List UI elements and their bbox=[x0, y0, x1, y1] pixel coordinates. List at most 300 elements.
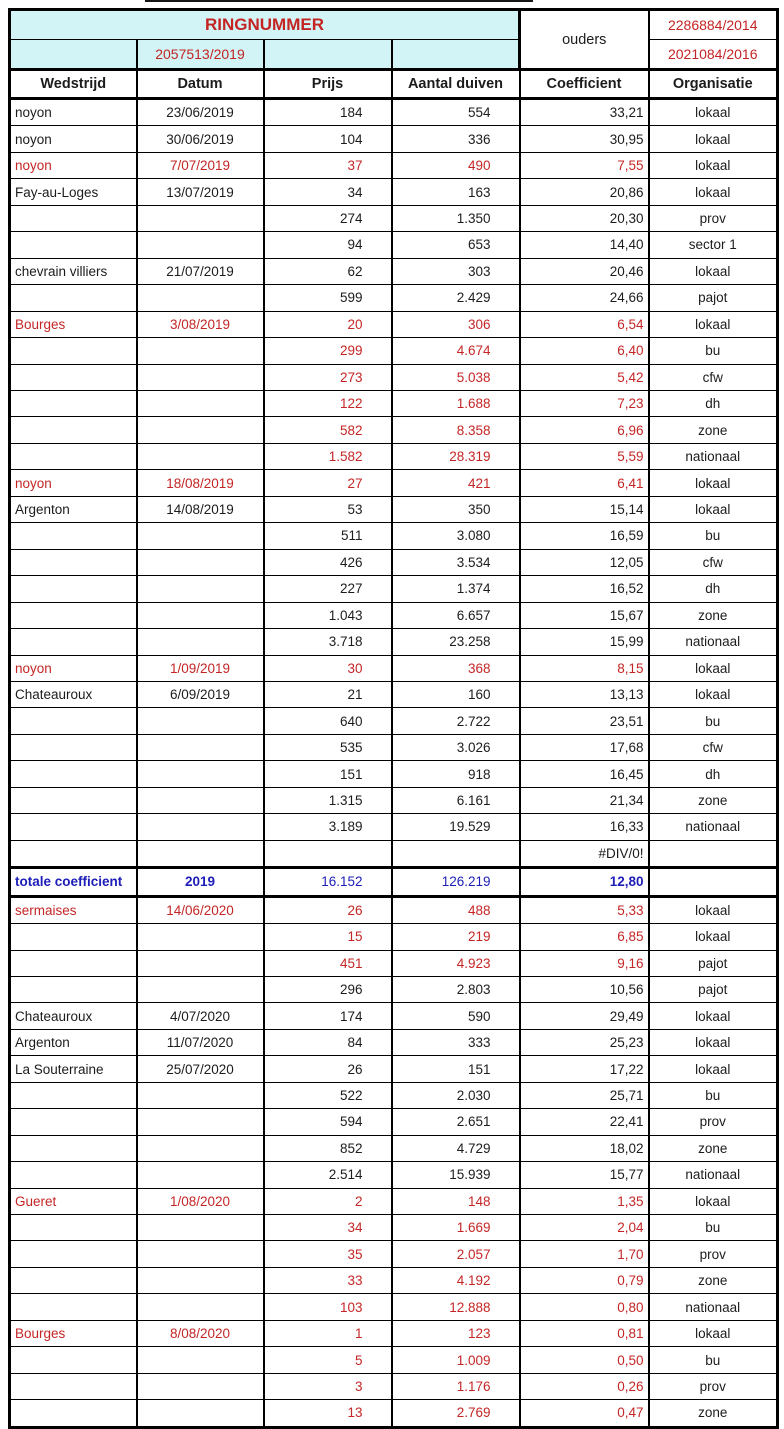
cell-coefficient: 6,96 bbox=[520, 417, 649, 443]
cell-prijs: 15 bbox=[264, 924, 392, 950]
cell-prijs: 1.582 bbox=[264, 443, 392, 469]
cell-coefficient: 23,51 bbox=[520, 708, 649, 734]
cell-coefficient: 6,41 bbox=[520, 470, 649, 496]
cell-coefficient: #DIV/0! bbox=[520, 840, 649, 867]
cell-wedstrijd bbox=[10, 1294, 137, 1320]
cell-coefficient: 20,30 bbox=[520, 205, 649, 231]
table-row bbox=[10, 814, 778, 840]
cell-prijs: 26 bbox=[264, 896, 392, 923]
col-header-aantal-duiven: Aantal duiven bbox=[392, 70, 520, 99]
cell-organisatie: lokaal bbox=[649, 681, 778, 707]
cell-prijs: 582 bbox=[264, 417, 392, 443]
cell-prijs: 2.514 bbox=[264, 1162, 392, 1188]
cell-organisatie: nationaal bbox=[649, 443, 778, 469]
table-row bbox=[10, 496, 778, 522]
cell-aantal_duiven: 163 bbox=[392, 179, 520, 205]
cell-organisatie: bu bbox=[649, 1215, 778, 1241]
cell-coefficient: 16,33 bbox=[520, 814, 649, 840]
cell-coefficient: 1,35 bbox=[520, 1188, 649, 1214]
cell-coefficient: 10,56 bbox=[520, 976, 649, 1002]
cell-aantal_duiven: 490 bbox=[392, 152, 520, 178]
cell-datum: 2019 bbox=[137, 868, 264, 896]
cell-coefficient: 0,50 bbox=[520, 1347, 649, 1373]
cell-coefficient: 0,80 bbox=[520, 1294, 649, 1320]
table-row bbox=[10, 1056, 778, 1082]
cell-wedstrijd bbox=[10, 1215, 137, 1241]
cell-organisatie: bu bbox=[649, 708, 778, 734]
cell-prijs: 21 bbox=[264, 681, 392, 707]
cell-prijs: 20 bbox=[264, 311, 392, 337]
table-row bbox=[10, 1347, 778, 1373]
col-header-organisatie: Organisatie bbox=[649, 70, 778, 99]
cell-wedstrijd bbox=[10, 708, 137, 734]
cell-wedstrijd bbox=[10, 629, 137, 655]
cell-prijs: 426 bbox=[264, 549, 392, 575]
cell-datum bbox=[137, 840, 264, 867]
table-row bbox=[10, 443, 778, 469]
cell-organisatie: lokaal bbox=[649, 655, 778, 681]
cell-datum bbox=[137, 1215, 264, 1241]
cell-coefficient: 8,15 bbox=[520, 655, 649, 681]
cell-aantal_duiven: 19.529 bbox=[392, 814, 520, 840]
table-row bbox=[10, 1215, 778, 1241]
cell-organisatie: cfw bbox=[649, 549, 778, 575]
table-row bbox=[10, 924, 778, 950]
cell-datum bbox=[137, 1082, 264, 1108]
cell-prijs: 1 bbox=[264, 1320, 392, 1346]
cell-aantal_duiven: 3.026 bbox=[392, 734, 520, 760]
cell-prijs: 1.315 bbox=[264, 787, 392, 813]
cell-aantal_duiven: 2.651 bbox=[392, 1109, 520, 1135]
cell-organisatie: bu bbox=[649, 523, 778, 549]
cell-datum bbox=[137, 523, 264, 549]
column-header-row bbox=[10, 70, 778, 99]
cell-prijs: 94 bbox=[264, 232, 392, 258]
cell-prijs: 16.152 bbox=[264, 868, 392, 896]
cell-organisatie: lokaal bbox=[649, 496, 778, 522]
cell-wedstrijd bbox=[10, 787, 137, 813]
cell-wedstrijd bbox=[10, 390, 137, 416]
cell-aantal_duiven: 421 bbox=[392, 470, 520, 496]
cell-coefficient: 18,02 bbox=[520, 1135, 649, 1161]
cell-prijs: 296 bbox=[264, 976, 392, 1002]
cell-prijs: 1.043 bbox=[264, 602, 392, 628]
table-row bbox=[10, 126, 778, 152]
cell-organisatie: prov bbox=[649, 1241, 778, 1267]
table-row bbox=[10, 179, 778, 205]
parent-ring-1: 2286884/2014 bbox=[649, 10, 778, 40]
cell-datum: 25/07/2020 bbox=[137, 1056, 264, 1082]
header-block bbox=[10, 10, 778, 99]
cell-organisatie: zone bbox=[649, 1267, 778, 1293]
cell-coefficient: 12,05 bbox=[520, 549, 649, 575]
cell-aantal_duiven bbox=[392, 840, 520, 867]
cell-coefficient: 20,46 bbox=[520, 258, 649, 284]
race-results-table bbox=[8, 8, 779, 1429]
col-header-datum: Datum bbox=[137, 70, 264, 99]
cell-datum bbox=[137, 1109, 264, 1135]
cell-wedstrijd bbox=[10, 1109, 137, 1135]
cell-datum bbox=[137, 734, 264, 760]
cell-coefficient: 0,47 bbox=[520, 1400, 649, 1427]
cell-wedstrijd: Argenton bbox=[10, 1029, 137, 1055]
cell-datum bbox=[137, 787, 264, 813]
cell-organisatie: zone bbox=[649, 787, 778, 813]
table-row bbox=[10, 1029, 778, 1055]
cell-datum: 21/07/2019 bbox=[137, 258, 264, 284]
cell-coefficient: 6,54 bbox=[520, 311, 649, 337]
cell-organisatie: prov bbox=[649, 1373, 778, 1399]
cell-coefficient: 2,04 bbox=[520, 1215, 649, 1241]
cell-coefficient: 0,26 bbox=[520, 1373, 649, 1399]
cell-aantal_duiven: 2.769 bbox=[392, 1400, 520, 1427]
cell-wedstrijd bbox=[10, 1267, 137, 1293]
cell-aantal_duiven: 1.176 bbox=[392, 1373, 520, 1399]
cell-coefficient: 16,59 bbox=[520, 523, 649, 549]
cell-organisatie: dh bbox=[649, 761, 778, 787]
cell-organisatie: cfw bbox=[649, 734, 778, 760]
cell-datum bbox=[137, 205, 264, 231]
cell-prijs: 30 bbox=[264, 655, 392, 681]
cell-organisatie: nationaal bbox=[649, 629, 778, 655]
cell-datum: 23/06/2019 bbox=[137, 99, 264, 126]
table-row bbox=[10, 840, 778, 867]
cell-datum bbox=[137, 417, 264, 443]
ring-number-row bbox=[10, 40, 778, 70]
cell-datum bbox=[137, 338, 264, 364]
cell-aantal_duiven: 123 bbox=[392, 1320, 520, 1346]
cell-organisatie: lokaal bbox=[649, 1003, 778, 1029]
table-row bbox=[10, 1135, 778, 1161]
cell-coefficient: 29,49 bbox=[520, 1003, 649, 1029]
cell-prijs: 184 bbox=[264, 99, 392, 126]
cell-organisatie: sector 1 bbox=[649, 232, 778, 258]
cell-wedstrijd bbox=[10, 285, 137, 311]
cell-wedstrijd bbox=[10, 1162, 137, 1188]
cell-datum: 14/06/2020 bbox=[137, 896, 264, 923]
cell-aantal_duiven: 2.722 bbox=[392, 708, 520, 734]
cell-coefficient: 7,23 bbox=[520, 390, 649, 416]
cell-prijs: 227 bbox=[264, 576, 392, 602]
cell-datum bbox=[137, 1241, 264, 1267]
cell-coefficient: 15,67 bbox=[520, 602, 649, 628]
cell-wedstrijd bbox=[10, 1347, 137, 1373]
cell-aantal_duiven: 1.009 bbox=[392, 1347, 520, 1373]
table-row bbox=[10, 417, 778, 443]
table-row bbox=[10, 1294, 778, 1320]
cell-wedstrijd bbox=[10, 523, 137, 549]
cell-coefficient: 21,34 bbox=[520, 787, 649, 813]
cell-wedstrijd bbox=[10, 976, 137, 1002]
cell-organisatie: pajot bbox=[649, 976, 778, 1002]
cell-coefficient: 20,86 bbox=[520, 179, 649, 205]
table-row bbox=[10, 787, 778, 813]
table-row bbox=[10, 152, 778, 178]
table-row bbox=[10, 549, 778, 575]
cell-organisatie: zone bbox=[649, 417, 778, 443]
cell-wedstrijd bbox=[10, 232, 137, 258]
cell-organisatie: zone bbox=[649, 602, 778, 628]
cell-wedstrijd bbox=[10, 1135, 137, 1161]
cell-prijs: 599 bbox=[264, 285, 392, 311]
cell-datum: 11/07/2020 bbox=[137, 1029, 264, 1055]
cell-aantal_duiven: 918 bbox=[392, 761, 520, 787]
cell-datum: 1/08/2020 bbox=[137, 1188, 264, 1214]
cell-datum bbox=[137, 950, 264, 976]
cell-wedstrijd: Chateauroux bbox=[10, 1003, 137, 1029]
cell-datum: 18/08/2019 bbox=[137, 470, 264, 496]
cell-aantal_duiven: 4.923 bbox=[392, 950, 520, 976]
cell-wedstrijd: noyon bbox=[10, 126, 137, 152]
cell-datum bbox=[137, 629, 264, 655]
cell-organisatie: lokaal bbox=[649, 1320, 778, 1346]
cell-prijs: 33 bbox=[264, 1267, 392, 1293]
cell-aantal_duiven: 554 bbox=[392, 99, 520, 126]
cell-datum bbox=[137, 708, 264, 734]
cell-wedstrijd: noyon bbox=[10, 152, 137, 178]
cell-coefficient: 0,79 bbox=[520, 1267, 649, 1293]
cell-organisatie: pajot bbox=[649, 950, 778, 976]
cell-wedstrijd bbox=[10, 734, 137, 760]
cell-prijs: 53 bbox=[264, 496, 392, 522]
cell-prijs bbox=[264, 840, 392, 867]
cell-organisatie: dh bbox=[649, 576, 778, 602]
cell-datum bbox=[137, 814, 264, 840]
cell-organisatie: lokaal bbox=[649, 1188, 778, 1214]
cell-organisatie: lokaal bbox=[649, 1056, 778, 1082]
cell-prijs: 174 bbox=[264, 1003, 392, 1029]
cell-coefficient: 33,21 bbox=[520, 99, 649, 126]
cell-datum bbox=[137, 390, 264, 416]
cell-organisatie: prov bbox=[649, 205, 778, 231]
cell-aantal_duiven: 28.319 bbox=[392, 443, 520, 469]
cell-aantal_duiven: 368 bbox=[392, 655, 520, 681]
cell-prijs: 62 bbox=[264, 258, 392, 284]
table-row bbox=[10, 390, 778, 416]
cell-datum: 4/07/2020 bbox=[137, 1003, 264, 1029]
cell-wedstrijd bbox=[10, 924, 137, 950]
table-row bbox=[10, 734, 778, 760]
cell-aantal_duiven: 8.358 bbox=[392, 417, 520, 443]
cell-organisatie: bu bbox=[649, 1347, 778, 1373]
cell-wedstrijd bbox=[10, 443, 137, 469]
cell-aantal_duiven: 6.657 bbox=[392, 602, 520, 628]
cell-prijs: 2 bbox=[264, 1188, 392, 1214]
cell-prijs: 103 bbox=[264, 1294, 392, 1320]
table-row bbox=[10, 99, 778, 126]
cell-wedstrijd: noyon bbox=[10, 470, 137, 496]
cell-aantal_duiven: 1.374 bbox=[392, 576, 520, 602]
cell-coefficient: 16,45 bbox=[520, 761, 649, 787]
cell-wedstrijd: Argenton bbox=[10, 496, 137, 522]
cell-aantal_duiven: 2.030 bbox=[392, 1082, 520, 1108]
cell-wedstrijd: Bourges bbox=[10, 311, 137, 337]
cell-organisatie: nationaal bbox=[649, 814, 778, 840]
cell-coefficient: 1,70 bbox=[520, 1241, 649, 1267]
table-row bbox=[10, 1188, 778, 1214]
cell-prijs: 594 bbox=[264, 1109, 392, 1135]
cell-coefficient: 24,66 bbox=[520, 285, 649, 311]
cell-coefficient: 5,42 bbox=[520, 364, 649, 390]
col-header-wedstrijd: Wedstrijd bbox=[10, 70, 137, 99]
cell-wedstrijd bbox=[10, 1400, 137, 1427]
cell-coefficient: 17,22 bbox=[520, 1056, 649, 1082]
cell-aantal_duiven: 4.729 bbox=[392, 1135, 520, 1161]
cell-prijs: 3.718 bbox=[264, 629, 392, 655]
cell-wedstrijd bbox=[10, 549, 137, 575]
cell-aantal_duiven: 2.057 bbox=[392, 1241, 520, 1267]
table-row bbox=[10, 338, 778, 364]
cell-coefficient: 22,41 bbox=[520, 1109, 649, 1135]
cell-datum bbox=[137, 1347, 264, 1373]
table-row bbox=[10, 1320, 778, 1346]
cell-wedstrijd: Chateauroux bbox=[10, 681, 137, 707]
table-row bbox=[10, 1373, 778, 1399]
cell-datum bbox=[137, 285, 264, 311]
cell-aantal_duiven: 336 bbox=[392, 126, 520, 152]
cell-prijs: 122 bbox=[264, 390, 392, 416]
cell-aantal_duiven: 333 bbox=[392, 1029, 520, 1055]
cell-coefficient: 0,81 bbox=[520, 1320, 649, 1346]
cell-wedstrijd bbox=[10, 417, 137, 443]
cell-datum: 8/08/2020 bbox=[137, 1320, 264, 1346]
cell-prijs: 522 bbox=[264, 1082, 392, 1108]
cell-datum bbox=[137, 1135, 264, 1161]
table-row bbox=[10, 1267, 778, 1293]
cell-organisatie bbox=[649, 868, 778, 896]
table-row bbox=[10, 602, 778, 628]
cell-prijs: 299 bbox=[264, 338, 392, 364]
cell-prijs: 27 bbox=[264, 470, 392, 496]
cell-organisatie bbox=[649, 840, 778, 867]
cell-aantal_duiven: 4.674 bbox=[392, 338, 520, 364]
cell-coefficient: 25,23 bbox=[520, 1029, 649, 1055]
cell-prijs: 104 bbox=[264, 126, 392, 152]
table-row bbox=[10, 576, 778, 602]
cell-organisatie: cfw bbox=[649, 364, 778, 390]
cell-datum bbox=[137, 443, 264, 469]
cell-aantal_duiven: 15.939 bbox=[392, 1162, 520, 1188]
cell-wedstrijd bbox=[10, 761, 137, 787]
cell-prijs: 151 bbox=[264, 761, 392, 787]
cell-prijs: 511 bbox=[264, 523, 392, 549]
cell-wedstrijd bbox=[10, 840, 137, 867]
own-ring-number: 2057513/2019 bbox=[137, 40, 264, 70]
cell-coefficient: 15,14 bbox=[520, 496, 649, 522]
empty-cell bbox=[264, 40, 392, 70]
cell-datum bbox=[137, 1162, 264, 1188]
cell-organisatie: nationaal bbox=[649, 1294, 778, 1320]
cell-datum bbox=[137, 976, 264, 1002]
table-row bbox=[10, 761, 778, 787]
table-row bbox=[10, 1162, 778, 1188]
cell-prijs: 34 bbox=[264, 179, 392, 205]
cell-prijs: 3 bbox=[264, 1373, 392, 1399]
ouders-label: ouders bbox=[520, 10, 649, 70]
cell-aantal_duiven: 350 bbox=[392, 496, 520, 522]
cell-organisatie: lokaal bbox=[649, 924, 778, 950]
cell-organisatie: nationaal bbox=[649, 1162, 778, 1188]
cell-aantal_duiven: 2.429 bbox=[392, 285, 520, 311]
cell-coefficient: 13,13 bbox=[520, 681, 649, 707]
table-row bbox=[10, 629, 778, 655]
cell-prijs: 35 bbox=[264, 1241, 392, 1267]
cell-coefficient: 12,80 bbox=[520, 868, 649, 896]
table-row bbox=[10, 681, 778, 707]
cell-aantal_duiven: 1.669 bbox=[392, 1215, 520, 1241]
cell-coefficient: 6,40 bbox=[520, 338, 649, 364]
cell-wedstrijd bbox=[10, 205, 137, 231]
cell-datum bbox=[137, 761, 264, 787]
cell-wedstrijd bbox=[10, 576, 137, 602]
cell-coefficient: 6,85 bbox=[520, 924, 649, 950]
cell-wedstrijd bbox=[10, 950, 137, 976]
cell-organisatie: lokaal bbox=[649, 152, 778, 178]
cell-coefficient: 15,77 bbox=[520, 1162, 649, 1188]
cell-aantal_duiven: 148 bbox=[392, 1188, 520, 1214]
cell-aantal_duiven: 5.038 bbox=[392, 364, 520, 390]
cell-coefficient: 30,95 bbox=[520, 126, 649, 152]
cell-datum: 13/07/2019 bbox=[137, 179, 264, 205]
cell-prijs: 274 bbox=[264, 205, 392, 231]
cell-prijs: 640 bbox=[264, 708, 392, 734]
cell-aantal_duiven: 590 bbox=[392, 1003, 520, 1029]
table-row bbox=[10, 655, 778, 681]
cell-wedstrijd: noyon bbox=[10, 99, 137, 126]
cropped-edge-artifact bbox=[145, 0, 533, 2]
cell-prijs: 451 bbox=[264, 950, 392, 976]
cell-organisatie: lokaal bbox=[649, 126, 778, 152]
cell-aantal_duiven: 219 bbox=[392, 924, 520, 950]
cell-aantal_duiven: 3.080 bbox=[392, 523, 520, 549]
cell-organisatie: lokaal bbox=[649, 470, 778, 496]
cell-aantal_duiven: 1.350 bbox=[392, 205, 520, 231]
results-tbody bbox=[10, 99, 778, 1428]
cell-prijs: 13 bbox=[264, 1400, 392, 1427]
cell-aantal_duiven: 3.534 bbox=[392, 549, 520, 575]
table-row bbox=[10, 896, 778, 923]
col-header-coefficient: Coefficient bbox=[520, 70, 649, 99]
cell-coefficient: 14,40 bbox=[520, 232, 649, 258]
cell-wedstrijd: sermaises bbox=[10, 896, 137, 923]
cell-coefficient: 25,71 bbox=[520, 1082, 649, 1108]
table-row bbox=[10, 1241, 778, 1267]
empty-cell bbox=[10, 40, 137, 70]
cell-aantal_duiven: 12.888 bbox=[392, 1294, 520, 1320]
cell-prijs: 26 bbox=[264, 1056, 392, 1082]
table-row bbox=[10, 708, 778, 734]
cell-coefficient: 5,59 bbox=[520, 443, 649, 469]
table-row bbox=[10, 258, 778, 284]
cell-datum bbox=[137, 1267, 264, 1293]
table-row bbox=[10, 1003, 778, 1029]
cell-prijs: 273 bbox=[264, 364, 392, 390]
cell-organisatie: prov bbox=[649, 1109, 778, 1135]
table-row bbox=[10, 470, 778, 496]
table-row bbox=[10, 285, 778, 311]
cell-coefficient: 15,99 bbox=[520, 629, 649, 655]
table-row bbox=[10, 1400, 778, 1427]
cell-organisatie: lokaal bbox=[649, 258, 778, 284]
cell-aantal_duiven: 1.688 bbox=[392, 390, 520, 416]
cell-datum: 1/09/2019 bbox=[137, 655, 264, 681]
table-row bbox=[10, 205, 778, 231]
cell-datum: 3/08/2019 bbox=[137, 311, 264, 337]
cell-aantal_duiven: 303 bbox=[392, 258, 520, 284]
cell-datum bbox=[137, 602, 264, 628]
cell-organisatie: zone bbox=[649, 1400, 778, 1427]
cell-wedstrijd: Bourges bbox=[10, 1320, 137, 1346]
